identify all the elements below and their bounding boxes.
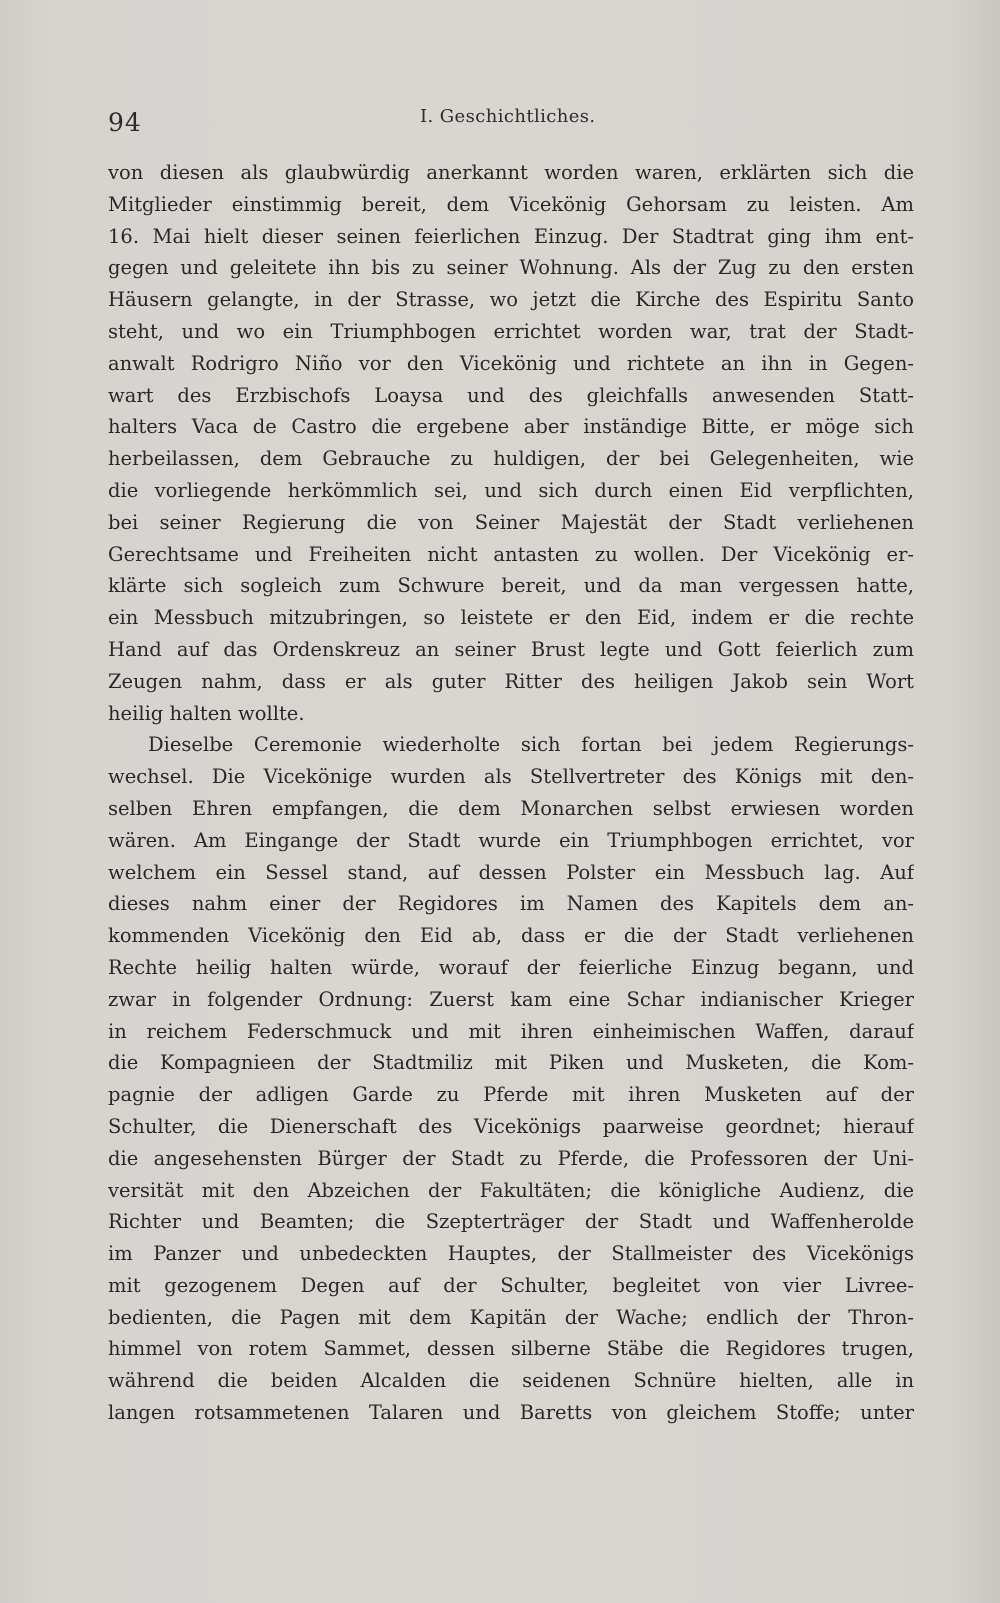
- text-line: Mitglieder einstimmig bereit, dem Vicekönig Gehorsam zu leisten. Am: [108, 192, 914, 216]
- text-line: anwalt Rodrigro Niño vor den Vicekönig und richtete an ihn in Gegen-: [108, 351, 914, 375]
- text-line: wart des Erzbischofs Loaysa und des gleichfalls anwesenden Statt-: [108, 383, 914, 407]
- text-line: Rechte heilig halten würde, worauf der feierliche Einzug begann, und: [108, 955, 914, 979]
- text-line: ein Messbuch mitzubringen, so leistete er den Eid, indem er die rechte: [108, 606, 914, 630]
- text-line: 16. Mai hielt dieser seinen feierlichen Einzug. Der Stadtrat ging ihm ent-: [108, 224, 914, 248]
- text-line: himmel von rotem Sammet, dessen silberne Stäbe die Regidores trugen,: [108, 1337, 914, 1361]
- text-line: die angesehensten Bürger der Stadt zu Pferde, die Professoren der Uni-: [108, 1146, 914, 1170]
- text-line: Hand auf das Ordenskreuz an seiner Brust legte und Gott feierlich zum: [108, 637, 914, 661]
- text-line: versität mit den Abzeichen der Fakultäten; die königliche Audienz, die: [108, 1178, 914, 1202]
- text-line: die Kompagnieen der Stadtmiliz mit Piken und Musketen, die Kom-: [108, 1051, 914, 1075]
- text-line: wechsel. Die Vicekönige wurden als Stellvertreter des Königs mit den-: [108, 765, 914, 789]
- section-title: I. Geschichtliches.: [420, 106, 596, 127]
- text-line: dieses nahm einer der Regidores im Namen des Kapitels dem an-: [108, 892, 914, 916]
- text-line: wären. Am Eingange der Stadt wurde ein Triumphbogen errichtet, vor: [108, 828, 914, 852]
- text-line: mit gezogenem Degen auf der Schulter, begleitet von vier Livree-: [108, 1273, 914, 1297]
- text-line: heilig halten wollte.: [108, 701, 305, 725]
- text-line: gegen und geleitete ihn bis zu seiner Wohnung. Als der Zug zu den ersten: [108, 256, 914, 280]
- page-number: 94: [108, 108, 142, 137]
- text-line: steht, und wo ein Triumphbogen errichtet worden war, trat der Stadt-: [108, 319, 914, 343]
- text-line: klärte sich sogleich zum Schwure bereit, und da man vergessen hatte,: [108, 574, 914, 598]
- text-line: bedienten, die Pagen mit dem Kapitän der Wache; endlich der Thron-: [108, 1305, 914, 1329]
- text-line: Dieselbe Ceremonie wiederholte sich fortan bei jedem Regierungs-: [148, 733, 914, 757]
- text-line: kommenden Vicekönig den Eid ab, dass er die der Stadt verliehenen: [108, 924, 914, 948]
- text-line: langen rotsammetenen Talaren und Baretts von gleichem Stoffe; unter: [108, 1401, 914, 1425]
- text-line: welchem ein Sessel stand, auf dessen Polster ein Messbuch lag. Auf: [108, 860, 914, 884]
- text-line: Zeugen nahm, dass er als guter Ritter des heiligen Jakob sein Wort: [108, 669, 914, 693]
- text-line: bei seiner Regierung die von Seiner Majestät der Stadt verliehenen: [108, 510, 914, 534]
- paragraph-1: [108, 157, 914, 729]
- text-line: selben Ehren empfangen, die dem Monarchen selbst erwiesen worden: [108, 796, 914, 820]
- text-line: Häusern gelangte, in der Strasse, wo jetzt die Kirche des Espiritu Santo: [108, 288, 914, 312]
- text-line: von diesen als glaubwürdig anerkannt worden waren, erklärten sich die: [108, 161, 914, 184]
- text-line: halters Vaca de Castro die ergebene aber inständige Bitte, er möge sich: [108, 415, 914, 439]
- text-line: Richter und Beamten; die Szepterträger der Stadt und Waffenherolde: [108, 1210, 914, 1234]
- body-text: [108, 157, 914, 1429]
- text-line: herbeilassen, dem Gebrauche zu huldigen, der bei Gelegenheiten, wie: [108, 447, 914, 471]
- text-line: zwar in folgender Ordnung: Zuerst kam eine Schar indianischer Krieger: [108, 987, 914, 1011]
- running-head: [108, 100, 914, 140]
- text-line: pagnie der adligen Garde zu Pferde mit ihren Musketen auf der: [108, 1083, 914, 1107]
- paragraph-2: [108, 729, 914, 1429]
- text-line: Schulter, die Dienerschaft des Vicekönigs paarweise geordnet; hierauf: [108, 1114, 914, 1138]
- text-line: während die beiden Alcalden die seidenen Schnüre hielten, alle in: [108, 1369, 914, 1393]
- text-line: im Panzer und unbedeckten Hauptes, der Stallmeister des Vicekönigs: [108, 1242, 914, 1266]
- text-line: Gerechtsame und Freiheiten nicht antasten zu wollen. Der Vicekönig er-: [108, 542, 914, 566]
- text-line: in reichem Federschmuck und mit ihren einheimischen Waffen, darauf: [108, 1019, 914, 1043]
- text-line: die vorliegende herkömmlich sei, und sich durch einen Eid verpflichten,: [108, 478, 914, 502]
